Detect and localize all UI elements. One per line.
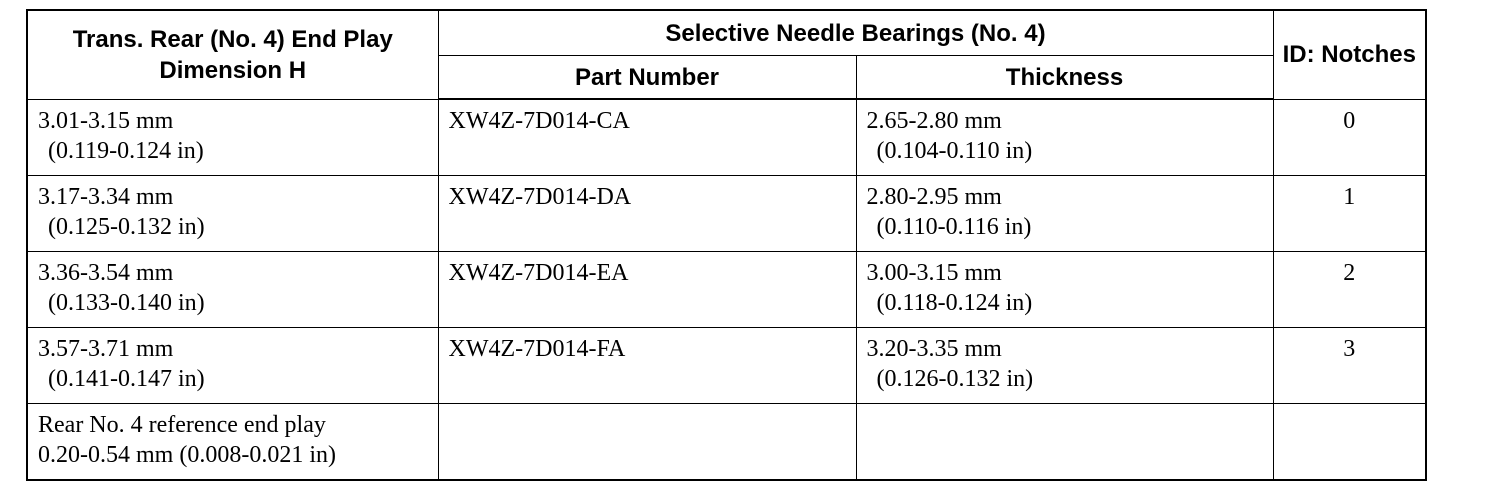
- end-play-mm: 3.36-3.54 mm: [38, 260, 174, 286]
- end-play-in: (0.133-0.140 in): [48, 290, 205, 316]
- table-row: [27, 328, 1426, 404]
- header-end-play-line-2: Dimension H: [159, 56, 307, 84]
- thickness-in: (0.104-0.110 in): [876, 138, 1033, 164]
- end-play-mm: 3.17-3.34 mm: [38, 184, 174, 210]
- header-part-number: Part Number: [438, 56, 856, 100]
- empty-cell: [1273, 404, 1426, 481]
- thickness-mm: 3.20-3.35 mm: [866, 336, 1002, 362]
- end-play-cell: [27, 328, 438, 404]
- notches-cell: 3: [1273, 328, 1426, 404]
- thickness-mm: 2.65-2.80 mm: [866, 108, 1002, 134]
- end-play-in: (0.141-0.147 in): [48, 366, 205, 392]
- thickness-cell: [856, 99, 1273, 176]
- table-row: [27, 252, 1426, 328]
- notches-cell: 0: [1273, 99, 1426, 176]
- thickness-in: (0.126-0.132 in): [876, 366, 1034, 392]
- thickness-mm: 3.00-3.15 mm: [866, 260, 1002, 286]
- reference-value: 0.20-0.54 mm (0.008-0.021 in): [38, 442, 336, 468]
- bearing-selection-table: [26, 9, 1427, 481]
- header-row-1: [27, 10, 1426, 56]
- table-row: [27, 99, 1426, 176]
- part-number-cell: XW4Z-7D014-FA: [438, 328, 856, 404]
- end-play-mm: 3.01-3.15 mm: [38, 107, 174, 134]
- header-id-line-1: ID:: [1282, 41, 1315, 69]
- reference-end-play-cell: [27, 404, 438, 481]
- header-id-notches: [1273, 10, 1426, 99]
- end-play-cell: [27, 99, 438, 176]
- thickness-cell: [856, 328, 1273, 404]
- part-number-cell: XW4Z-7D014-DA: [438, 176, 856, 252]
- thickness-in: (0.110-0.116 in): [876, 214, 1032, 240]
- empty-cell: [856, 404, 1273, 481]
- end-play-cell: [27, 252, 438, 328]
- thickness-cell: [856, 176, 1273, 252]
- part-number-cell: XW4Z-7D014-CA: [438, 99, 856, 176]
- empty-cell: [438, 404, 856, 481]
- notches-cell: 1: [1273, 176, 1426, 252]
- part-number-cell: XW4Z-7D014-EA: [438, 252, 856, 328]
- thickness-in: (0.118-0.124 in): [876, 290, 1033, 316]
- reference-label: Rear No. 4 reference end play: [38, 412, 326, 438]
- header-end-play: [27, 10, 438, 99]
- header-thickness: Thickness: [856, 56, 1273, 100]
- thickness-mm: 2.80-2.95 mm: [866, 184, 1002, 210]
- end-play-in: (0.125-0.132 in): [48, 214, 205, 240]
- notches-cell: 2: [1273, 252, 1426, 328]
- header-selective-needle-bearings: Selective Needle Bearings (No. 4): [438, 10, 1273, 56]
- table-row: [27, 176, 1426, 252]
- end-play-cell: [27, 176, 438, 252]
- end-play-mm: 3.57-3.71 mm: [38, 336, 174, 362]
- reference-row: [27, 404, 1426, 481]
- header-end-play-line-1: Trans. Rear (No. 4) End Play: [72, 25, 393, 53]
- end-play-in: (0.119-0.124 in): [48, 137, 204, 164]
- header-id-line-2: Notches: [1321, 41, 1416, 69]
- thickness-cell: [856, 252, 1273, 328]
